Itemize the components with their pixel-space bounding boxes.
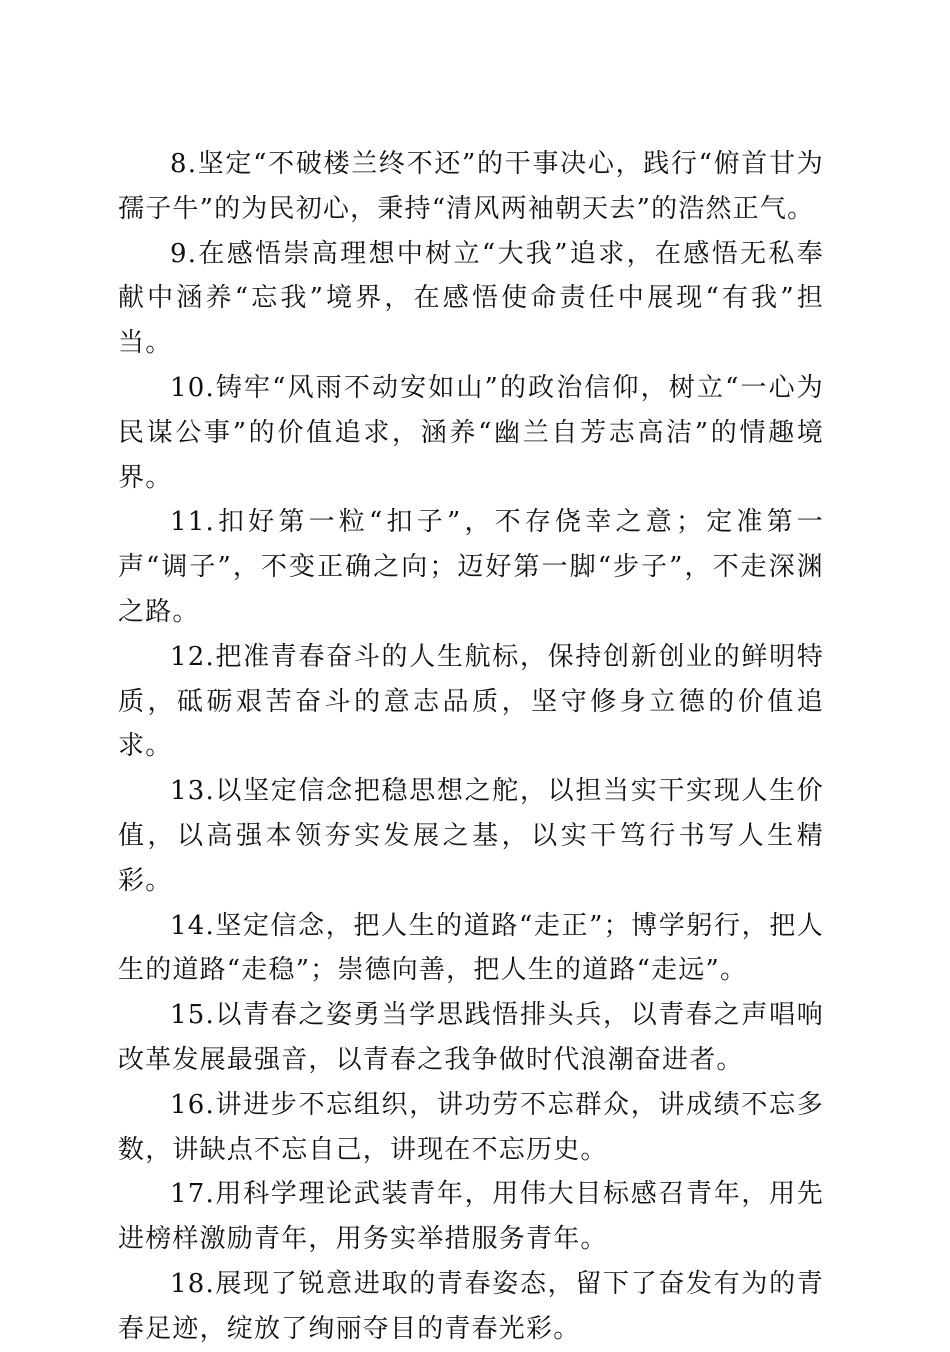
paragraph-9: 9.在感悟崇高理想中树立“大我”追求，在感悟无私奉献中涵养“忘我”境界，在感悟使命责任中展现“有我”担当。 <box>118 238 824 359</box>
paragraph-18: 18.展现了锐意进取的青春姿态，留下了奋发有为的青春足迹，绽放了绚丽夺目的青春光彩。 <box>118 1268 824 1344</box>
paragraph-12: 12.把准青春奋斗的人生航标，保持创新创业的鲜明特质，砥砺艰苦奋斗的意志品质，坚守修身立德的价值追求。 <box>118 641 824 762</box>
paragraph-14: 14.坚定信念，把人生的道路“走正”；博学躬行，把人生的道路“走稳”；崇德向善，把人生的道路“走远”。 <box>118 910 824 986</box>
paragraph-8: 8.坚定“不破楼兰终不还”的干事决心，践行“俯首甘为孺子牛”的为民初心，秉持“清风两袖朝天去”的浩然正气。 <box>118 149 824 224</box>
paragraph-13: 13.以坚定信念把稳思想之舵，以担当实干实现人生价值，以高强本领夯实发展之基，以实干笃行书写人生精彩。 <box>118 776 824 896</box>
paragraph-15: 15.以青春之姿勇当学思践悟排头兵，以青春之声唱响改革发展最强音，以青春之我争做时代浪潮奋进者。 <box>118 1000 824 1075</box>
paragraph-16: 16.讲进步不忘组织，讲功劳不忘群众，讲成绩不忘多数，讲缺点不忘自己，讲现在不忘历史。 <box>118 1089 824 1165</box>
paragraph-17: 17.用科学理论武装青年，用伟大目标感召青年，用先进榜样激励青年，用务实举措服务青年。 <box>118 1179 824 1255</box>
paragraph-11: 11.扣好第一粒“扣子”，不存侥幸之意；定准第一声“调子”，不变正确之向；迈好第一脚“步子”，不走深渊之路。 <box>118 507 824 627</box>
paragraph-10: 10.铸牢“风雨不动安如山”的政治信仰，树立“一心为民谋公事”的价值追求，涵养“幽兰自芳志高洁”的情趣境界。 <box>118 372 824 493</box>
document-body <box>118 142 824 1352</box>
